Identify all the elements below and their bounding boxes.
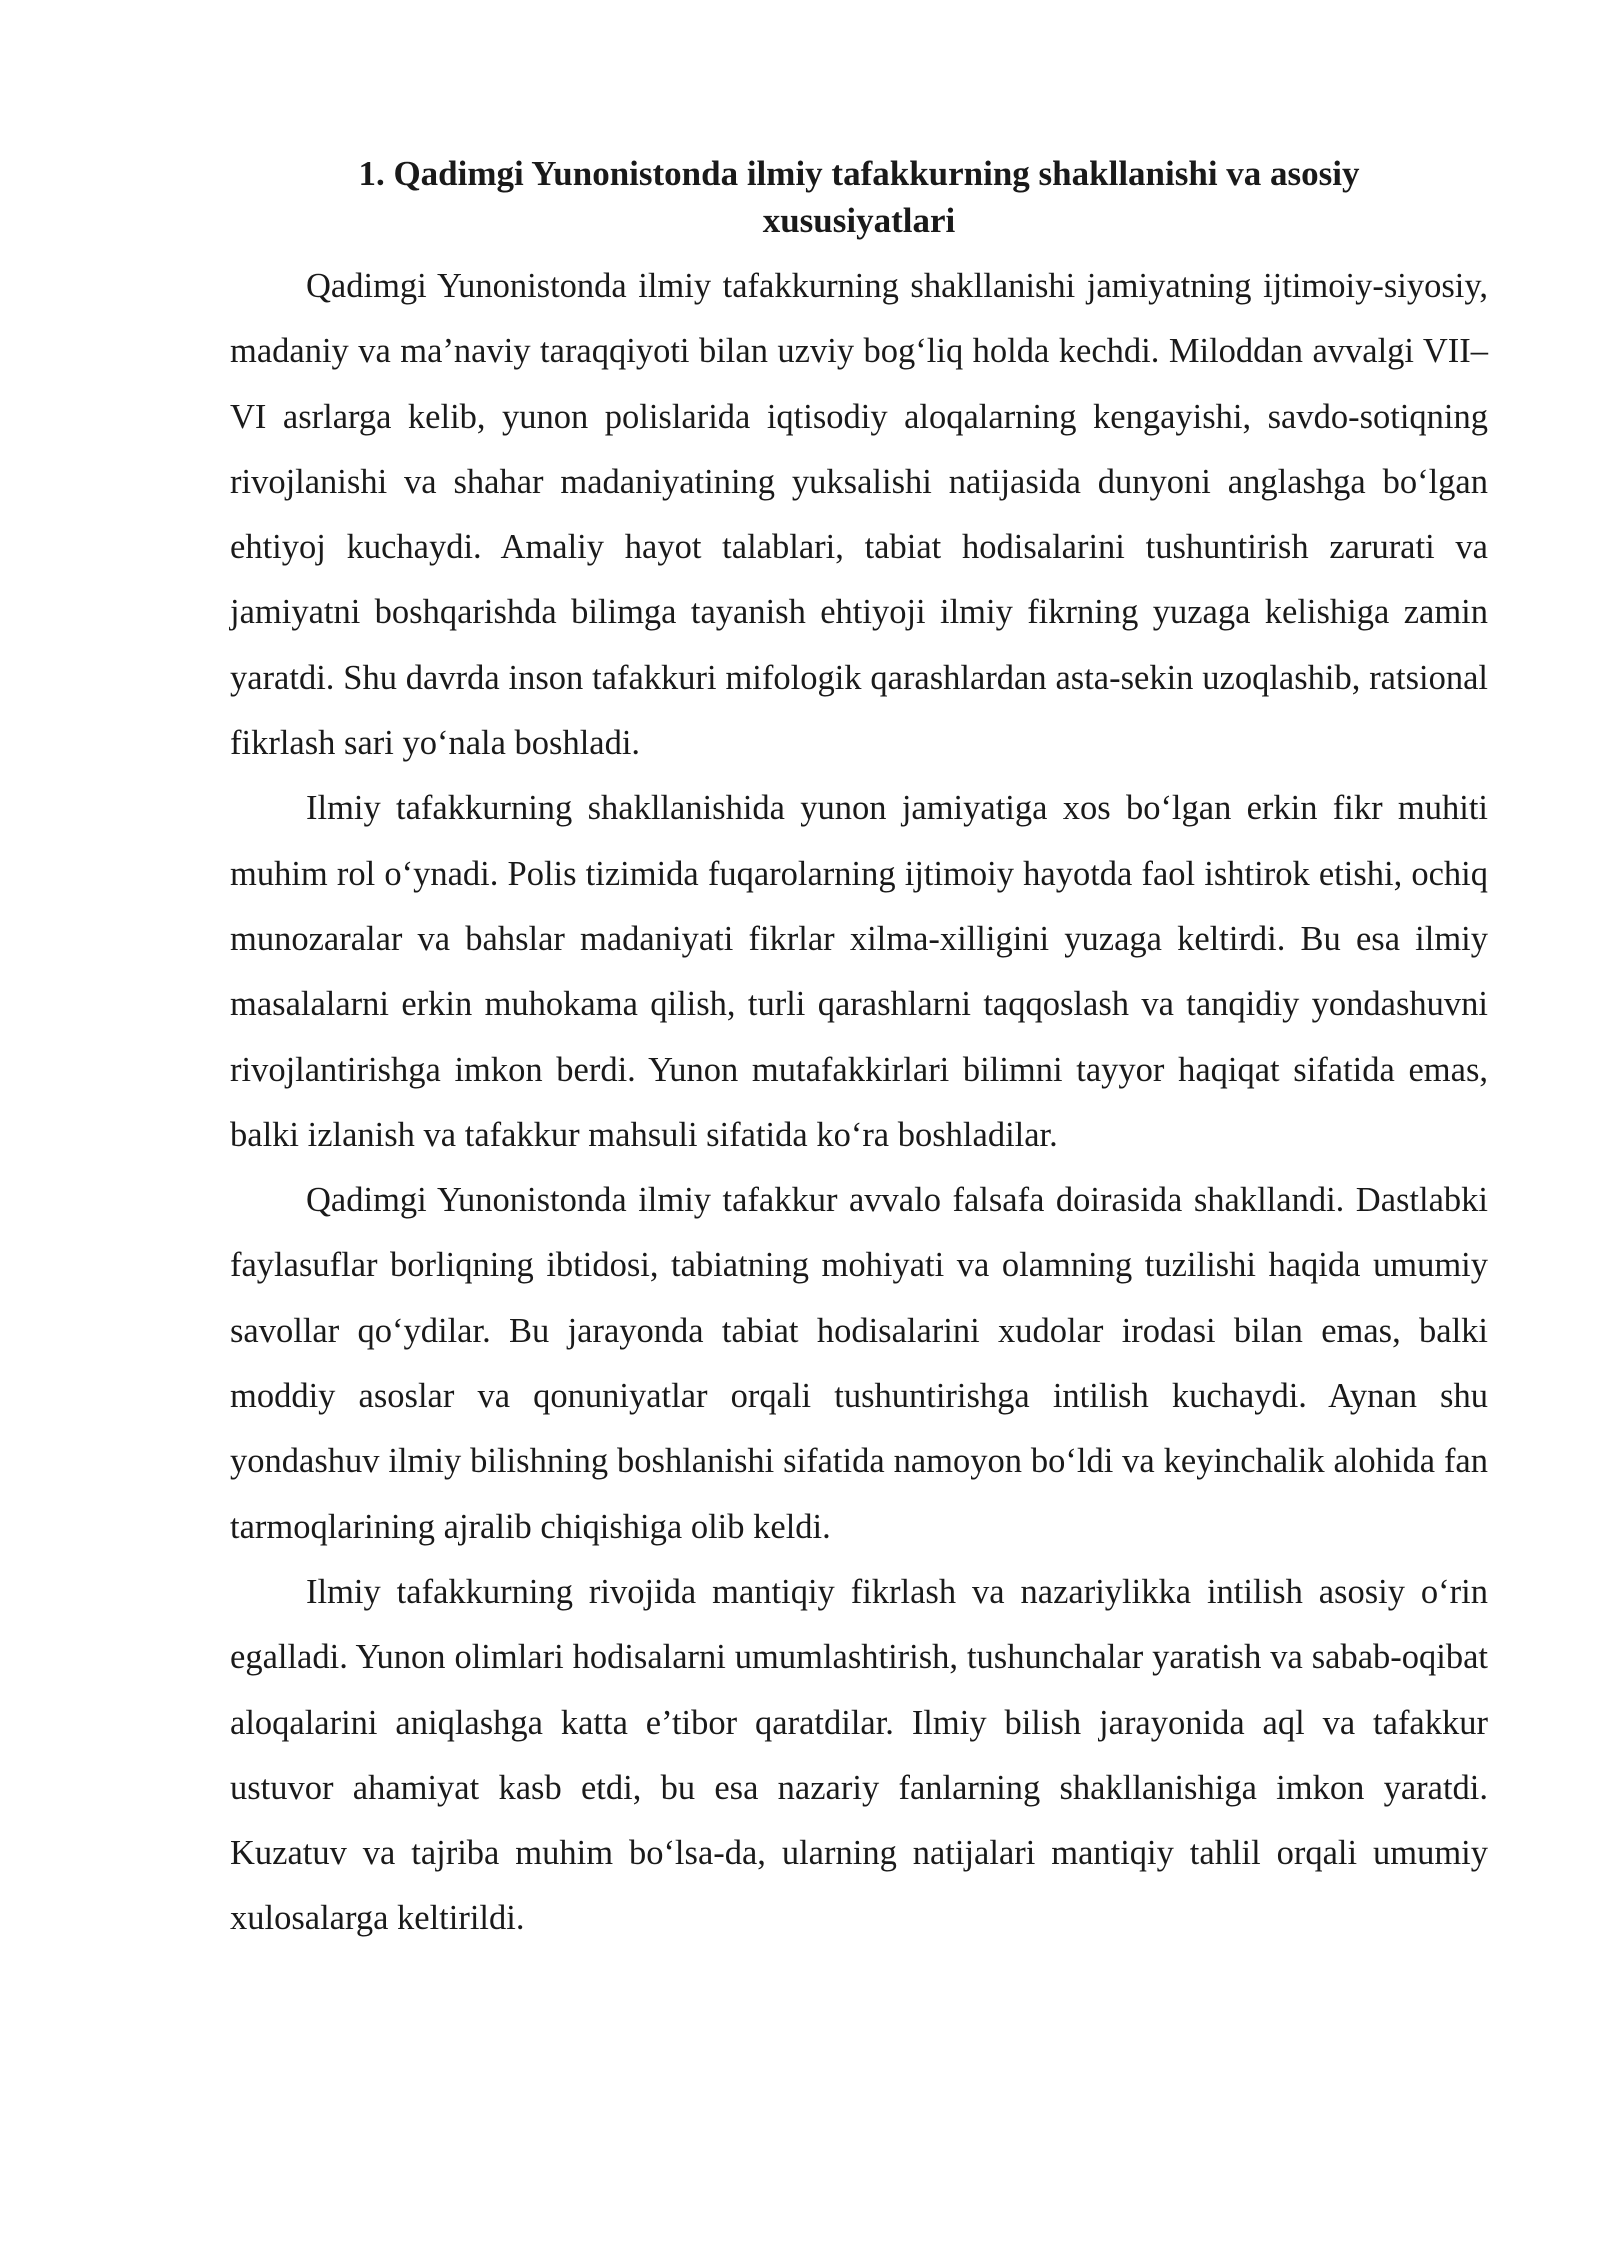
- section-heading: 1. Qadimgi Yunonistonda ilmiy tafakkurning shakllanishi va asosiy xususiyatlari: [358, 154, 1360, 240]
- paragraph-3: Qadimgi Yunonistonda ilmiy tafakkur avvalo falsafa doirasida shakllandi. Dastlabki faylasuflar borliqning ibtidosi, tabiatning mohiyati va olamning tuzilishi haqida umumiy savollar qo‘ydilar. Bu jarayonda tabiat hodisalarini xudolar irodasi bilan emas, balki moddiy asoslar va qonuniyatlar orqali tushuntirishga intilish kuchaydi. Aynan shu yondashuv ilmiy bilishning boshlanishi sifatida namoyon bo‘ldi va keyinchalik alohida fan tarmoqlarining ajralib chiqishiga olib keldi.: [230, 1181, 1488, 1546]
- paragraph-1: Qadimgi Yunonistonda ilmiy tafakkurning shakllanishi jamiyatning ijtimoiy-siyosiy, madaniy va ma’naviy taraqqiyoti bilan uzviy bog‘liq holda kechdi. Miloddan avvalgi VII–VI asrlarga kelib, yunon polislarida iqtisodiy aloqalarning kengayishi, savdo-sotiqning rivojlanishi va shahar madaniyatining yuksalishi natijasida dunyoni anglashga bo‘lgan ehtiyoj kuchaydi. Amaliy hayot talablari, tabiat hodisalarini tushuntirish zarurati va jamiyatni boshqarishda bilimga tayanish ehtiyoji ilmiy fikrning yuzaga kelishiga zamin yaratdi. Shu davrda inson tafakkuri mifologik qarashlardan asta-sekin uzoqlashib, ratsional fikrlash sari yo‘nala boshladi.: [230, 267, 1488, 763]
- document-body: [230, 150, 1488, 1952]
- paragraph-4: Ilmiy tafakkurning rivojida mantiqiy fikrlash va nazariylikka intilish asosiy o‘rin egalladi. Yunon olimlari hodisalarni umumlashtirish, tushunchalar yaratish va sabab-oqibat aloqalarini aniqlashga katta e’tibor qaratdilar. Ilmiy bilish jarayonida aql va tafakkur ustuvor ahamiyat kasb etdi, bu esa nazariy fanlarning shakllanishiga imkon yaratdi. Kuzatuv va tajriba muhim bo‘lsa-da, ularning natijalari mantiqiy tahlil orqali umumiy xulosalarga keltirildi.: [230, 1572, 1488, 1938]
- paragraph-2: Ilmiy tafakkurning shakllanishida yunon jamiyatiga xos bo‘lgan erkin fikr muhiti muhim rol o‘ynadi. Polis tizimida fuqarolarning ijtimoiy hayotda faol ishtirok etishi, ochiq munozaralar va bahslar madaniyati fikrlar xilma-xilligini yuzaga keltirdi. Bu esa ilmiy masalalarni erkin muhokama qilish, turli qarashlarni taqqoslash va tanqidiy yondashuvni rivojlantirishga imkon berdi. Yunon mutafakkirlari bilimni tayyor haqiqat sifatida emas, balki izlanish va tafakkur mahsuli sifatida ko‘ra boshladilar.: [230, 789, 1488, 1154]
